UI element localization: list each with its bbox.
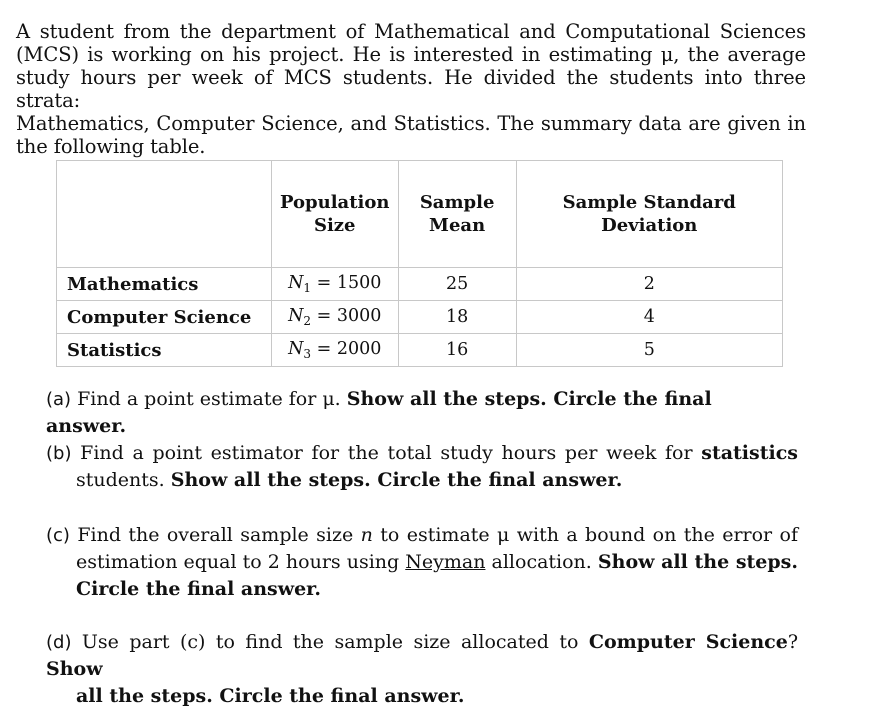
question-c: (c) Find the overall sample size n to estimate μ with a bound on the error of estimation equal to 2 hours using Neyman allocation. Show all the steps. Circle the final answer. <box>46 524 798 600</box>
table-header-row <box>57 161 783 268</box>
header-population-size: Population Size <box>271 161 398 268</box>
question-b: (b) Find a point estimator for the total study hours per week for statistics students. Show all the steps. Circle the final answer. <box>46 442 798 491</box>
intro-line-4: Mathematics, Computer Science, and Statistics. The summary data are given in <box>16 112 806 135</box>
intro-line-1: A student from the department of Mathematical and Computational Sciences <box>16 20 806 43</box>
table-row <box>57 268 783 301</box>
table-row <box>57 334 783 367</box>
header-empty <box>57 161 272 268</box>
question-d: (d) Use part (c) to find the sample size allocated to Computer Science? Show all the steps. Circle the final answer. <box>46 631 798 707</box>
population-size: $N_3 = 2000$ <box>271 334 398 367</box>
sample-sd: 4 <box>516 301 782 334</box>
sample-sd: 5 <box>516 334 782 367</box>
sample-sd: 2 <box>516 268 782 301</box>
header-sample-mean: Sample Mean <box>398 161 516 268</box>
summary-table <box>56 160 783 367</box>
intro-line-2: (MCS) is working on his project. He is interested in estimating μ, the average <box>16 43 806 66</box>
intro-line-5: the following table. <box>16 135 206 158</box>
question-label: (d) <box>46 632 72 653</box>
sample-mean: 18 <box>398 301 516 334</box>
population-size: $N_1 = 1500$ <box>271 268 398 301</box>
question-a: (a) Find a point estimate for μ. Show all the steps. Circle the final answer. <box>46 388 712 437</box>
intro-line-3: study hours per week of MCS students. He divided the students into three strata: <box>16 66 806 112</box>
table-row <box>57 301 783 334</box>
question-label: (b) <box>46 443 72 464</box>
header-sample-sd: Sample Standard Deviation <box>516 161 782 268</box>
sample-mean: 16 <box>398 334 516 367</box>
question-label: (a) <box>46 389 72 410</box>
stratum-label: Computer Science <box>57 301 272 334</box>
question-label: (c) <box>46 525 70 546</box>
stratum-label: Mathematics <box>57 268 272 301</box>
sample-mean: 25 <box>398 268 516 301</box>
problem-intro <box>16 20 806 158</box>
stratum-label: Statistics <box>57 334 272 367</box>
population-size: $N_2 = 3000$ <box>271 301 398 334</box>
